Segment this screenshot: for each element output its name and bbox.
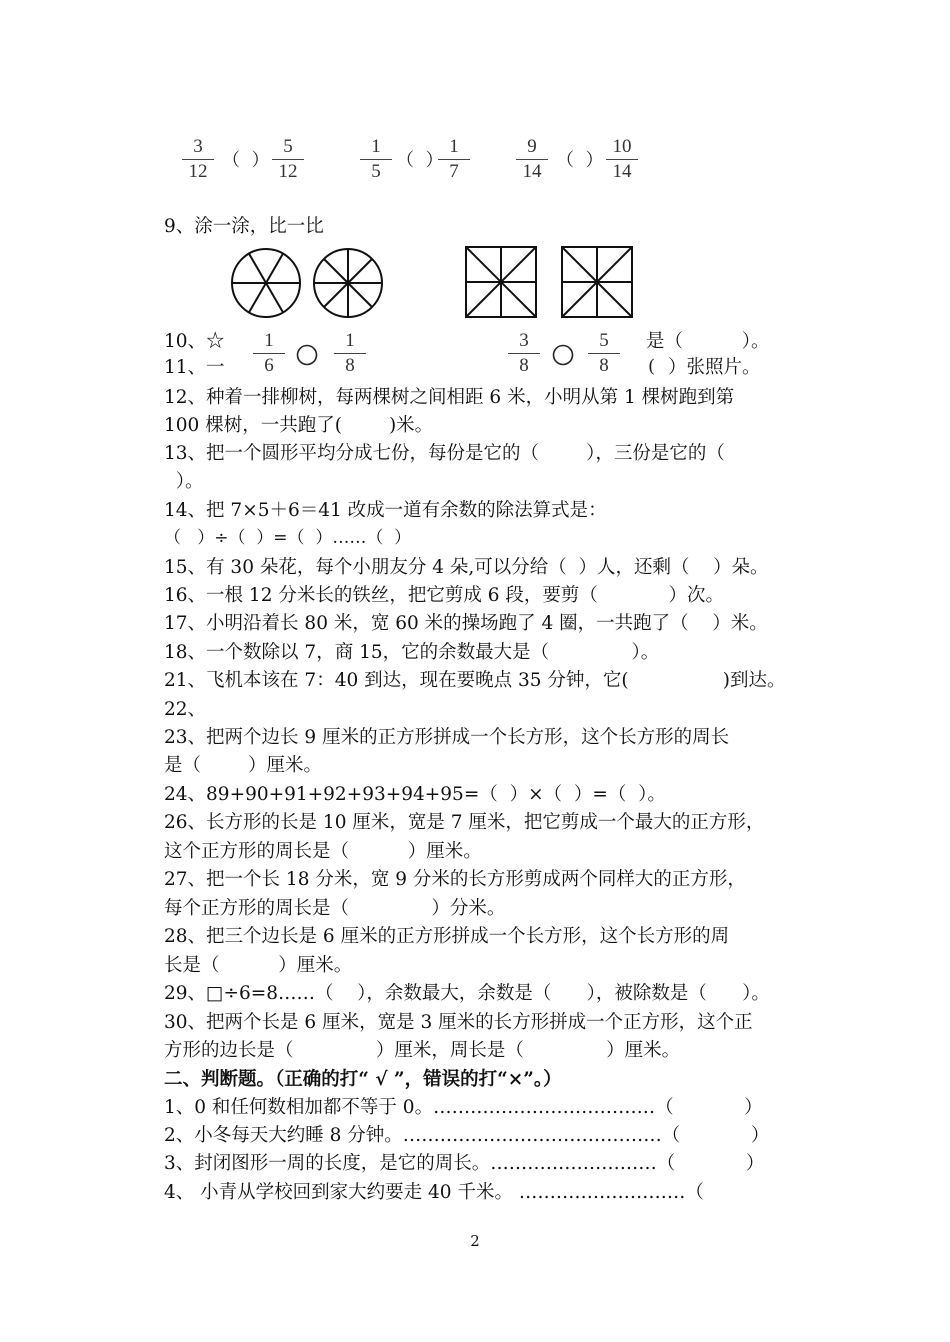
question-14-line-2: （ ）÷（ ）=（ ）……（ ） — [164, 528, 412, 548]
question-16: 16、一根 12 分米长的铁丝，把它剪成 6 段，要剪（ ）次。 — [164, 585, 724, 606]
fraction-1-5: 1 5 — [356, 136, 396, 183]
question-12-line-2: 100 棵树，一共跑了( )米。 — [164, 415, 434, 436]
question-10-tail: 是（ ）。 — [646, 331, 770, 352]
question-30-line-1: 30、把两个长是 6 厘米，宽是 3 厘米的长方形拼成一个正方形，这个正 — [164, 1012, 753, 1033]
circle-six-parts — [229, 246, 303, 320]
fraction-1-8: 1 8 — [330, 330, 370, 377]
question-24: 24、89+90+91+92+93+94+95=（ ）×（ ）=（ ）。 — [164, 784, 666, 805]
question-26-line-1: 26、长方形的长是 10 厘米，宽是 7 厘米，把它剪成一个最大的正方形， — [164, 812, 765, 833]
judge-3: 3、封闭图形一周的长度，是它的周长。………………………（ ） — [164, 1153, 765, 1174]
fraction-1-6: 1 6 — [249, 330, 289, 377]
question-9: 9、涂一涂，比一比 — [164, 216, 324, 237]
question-12-line-1: 12、种着一排柳树，每两棵树之间相距 6 米，小明从第 1 棵树跑到第 — [164, 387, 735, 408]
fraction-1-7: 1 7 — [434, 136, 474, 183]
compare-circle-1[interactable] — [296, 344, 318, 366]
question-22: 22、 — [164, 699, 207, 720]
fraction-10-14: 10 14 — [602, 136, 642, 183]
question-18: 18、一个数除以 7，商 15，它的余数最大是（ ）。 — [164, 642, 660, 663]
question-28-line-1: 28、把三个边长是 6 厘米的正方形拼成一个长方形，这个长方形的周 — [164, 926, 730, 947]
question-11-tail: ）张照片。 — [668, 357, 761, 378]
question-10: 10、☆ — [164, 331, 225, 352]
compare-blank-3[interactable]: （ ） — [556, 150, 604, 171]
question-30-line-2: 方形的边长是（ ）厘米，周长是（ ）厘米。 — [164, 1040, 681, 1061]
question-11-bracket: ( — [648, 356, 656, 377]
question-13-line-2: ）。 — [164, 471, 204, 492]
question-23-line-2: 是（ ）厘米。 — [164, 755, 323, 776]
compare-blank-2[interactable]: （ ） — [396, 150, 444, 171]
question-11: 11、一 — [164, 357, 225, 378]
compare-blank-1[interactable]: （ ） — [222, 150, 270, 171]
question-17: 17、小明沿着长 80 米，宽 60 米的操场跑了 4 圈，一共跑了（ ）米。 — [164, 613, 768, 634]
circle-eight-parts — [311, 246, 385, 320]
fraction-3-12: 3 12 — [178, 136, 218, 183]
judge-2: 2、小冬每天大约睡 8 分钟。……………………………………（ ） — [164, 1125, 770, 1146]
question-29: 29、□÷6=8……（ ），余数最大，余数是（ ），被除数是（ ）。 — [164, 983, 770, 1004]
fraction-3-8: 3 8 — [504, 330, 544, 377]
fraction-5-12: 5 12 — [268, 136, 308, 183]
page-number: 2 — [470, 1232, 480, 1250]
square-eight-parts-right — [561, 246, 633, 318]
question-14-line-1: 14、把 7×5＋6＝41 改成一道有余数的除法算式是： — [164, 500, 607, 521]
judge-1: 1、0 和任何数相加都不等于 0。………………………………（ ） — [164, 1097, 763, 1118]
question-28-line-2: 长是（ ）厘米。 — [164, 955, 353, 976]
square-eight-parts-left — [465, 246, 537, 318]
question-27-line-1: 27、把一个长 18 分米，宽 9 分米的长方形剪成两个同样大的正方形， — [164, 869, 746, 890]
section-2-heading: 二、判断题。（正确的打“ √ ”，错误的打“×”。） — [164, 1069, 562, 1090]
question-26-line-2: 这个正方形的周长是（ ）厘米。 — [164, 841, 482, 862]
fraction-5-8: 5 8 — [584, 330, 624, 377]
question-21: 21、飞机本该在 7：40 到达，现在要晚点 35 分钟，它( )到达。 — [164, 670, 786, 691]
question-13-line-1: 13、把一个圆形平均分成七份，每份是它的（ ），三份是它的（ — [164, 443, 725, 464]
fraction-9-14: 9 14 — [512, 136, 552, 183]
judge-4: 4、 小青从学校回到家大约要走 40 千米。 ………………………（ — [164, 1182, 704, 1203]
question-23-line-1: 23、把两个边长 9 厘米的正方形拼成一个长方形，这个长方形的周长 — [164, 727, 730, 748]
question-15: 15、有 30 朵花，每个小朋友分 4 朵,可以分给（ ）人，还剩（ ）朵。 — [164, 557, 769, 578]
question-27-line-2: 每个正方形的周长是（ ）分米。 — [164, 898, 506, 919]
compare-circle-2[interactable] — [552, 344, 574, 366]
